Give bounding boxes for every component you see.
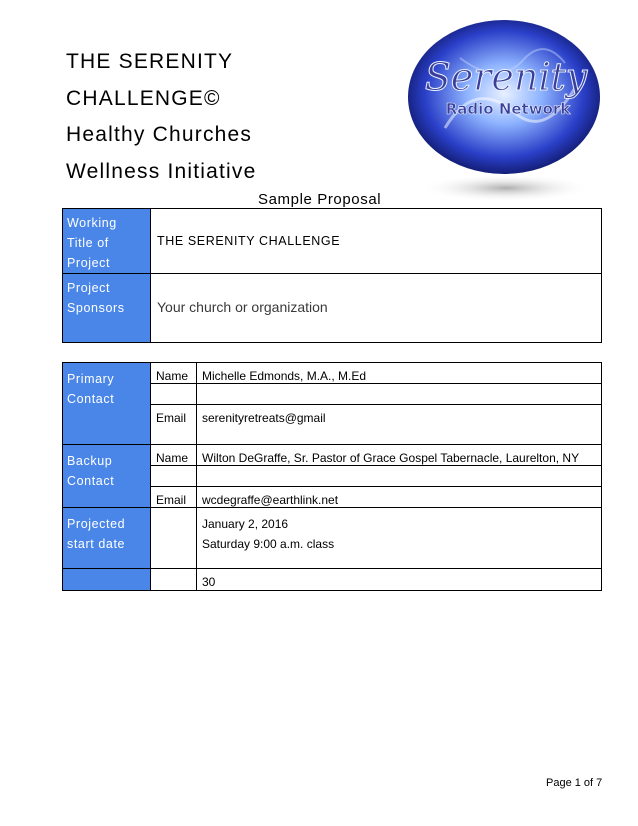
document-title bbox=[66, 44, 406, 190]
project-table bbox=[62, 208, 602, 343]
table-row bbox=[63, 569, 602, 591]
logo-sub-text: Radio Network bbox=[445, 100, 571, 118]
page-number: Page 1 of 7 bbox=[546, 777, 603, 789]
backup-contact-label: Backup Contact bbox=[63, 445, 151, 508]
title-line-1: THE SERENITY bbox=[66, 50, 234, 73]
primary-email-value: serenityretreats@gmail bbox=[197, 405, 602, 445]
backup-email-label: Email bbox=[151, 487, 197, 508]
backup-email-value: wcdegraffe@earthlink.net bbox=[197, 487, 602, 508]
document-subtitle: Sample Proposal bbox=[258, 191, 382, 208]
backup-name-value: Wilton DeGraffe, Sr. Pastor of Grace Gospel Tabernacle, Laurelton, NY bbox=[197, 445, 602, 466]
logo-main-text: Serenity bbox=[424, 55, 588, 99]
projected-start-date: January 2, 2016 bbox=[202, 517, 289, 531]
serenity-radio-network-logo bbox=[405, 18, 607, 208]
table-row bbox=[63, 274, 602, 343]
primary-contact-label: Primary Contact bbox=[63, 363, 151, 445]
projected-start-class: Saturday 9:00 a.m. class bbox=[202, 537, 335, 551]
working-title-label: Working Title of Project bbox=[63, 209, 151, 274]
last-row-value: 30 bbox=[197, 569, 602, 591]
table-row bbox=[63, 209, 602, 274]
projected-start-label: Projected start date bbox=[63, 508, 151, 569]
primary-email-label: Email bbox=[151, 405, 197, 445]
project-sponsors-value: Your church or organization bbox=[157, 299, 328, 315]
title-line-3: Healthy Churches bbox=[66, 123, 253, 146]
title-line-4: Wellness Initiative bbox=[66, 159, 257, 183]
title-line-2: CHALLENGE© bbox=[66, 86, 221, 110]
table-row bbox=[63, 508, 602, 569]
primary-name-label: Name bbox=[151, 363, 197, 384]
contact-table bbox=[62, 362, 602, 591]
table-row bbox=[63, 445, 602, 466]
backup-name-label: Name bbox=[151, 445, 197, 466]
project-sponsors-label: Project Sponsors bbox=[63, 274, 151, 343]
primary-name-value: Michelle Edmonds, M.A., M.Ed bbox=[197, 363, 602, 384]
table-row bbox=[63, 363, 602, 384]
working-title-value: THE SERENITY CHALLENGE bbox=[157, 234, 341, 248]
last-row-label bbox=[63, 569, 151, 591]
